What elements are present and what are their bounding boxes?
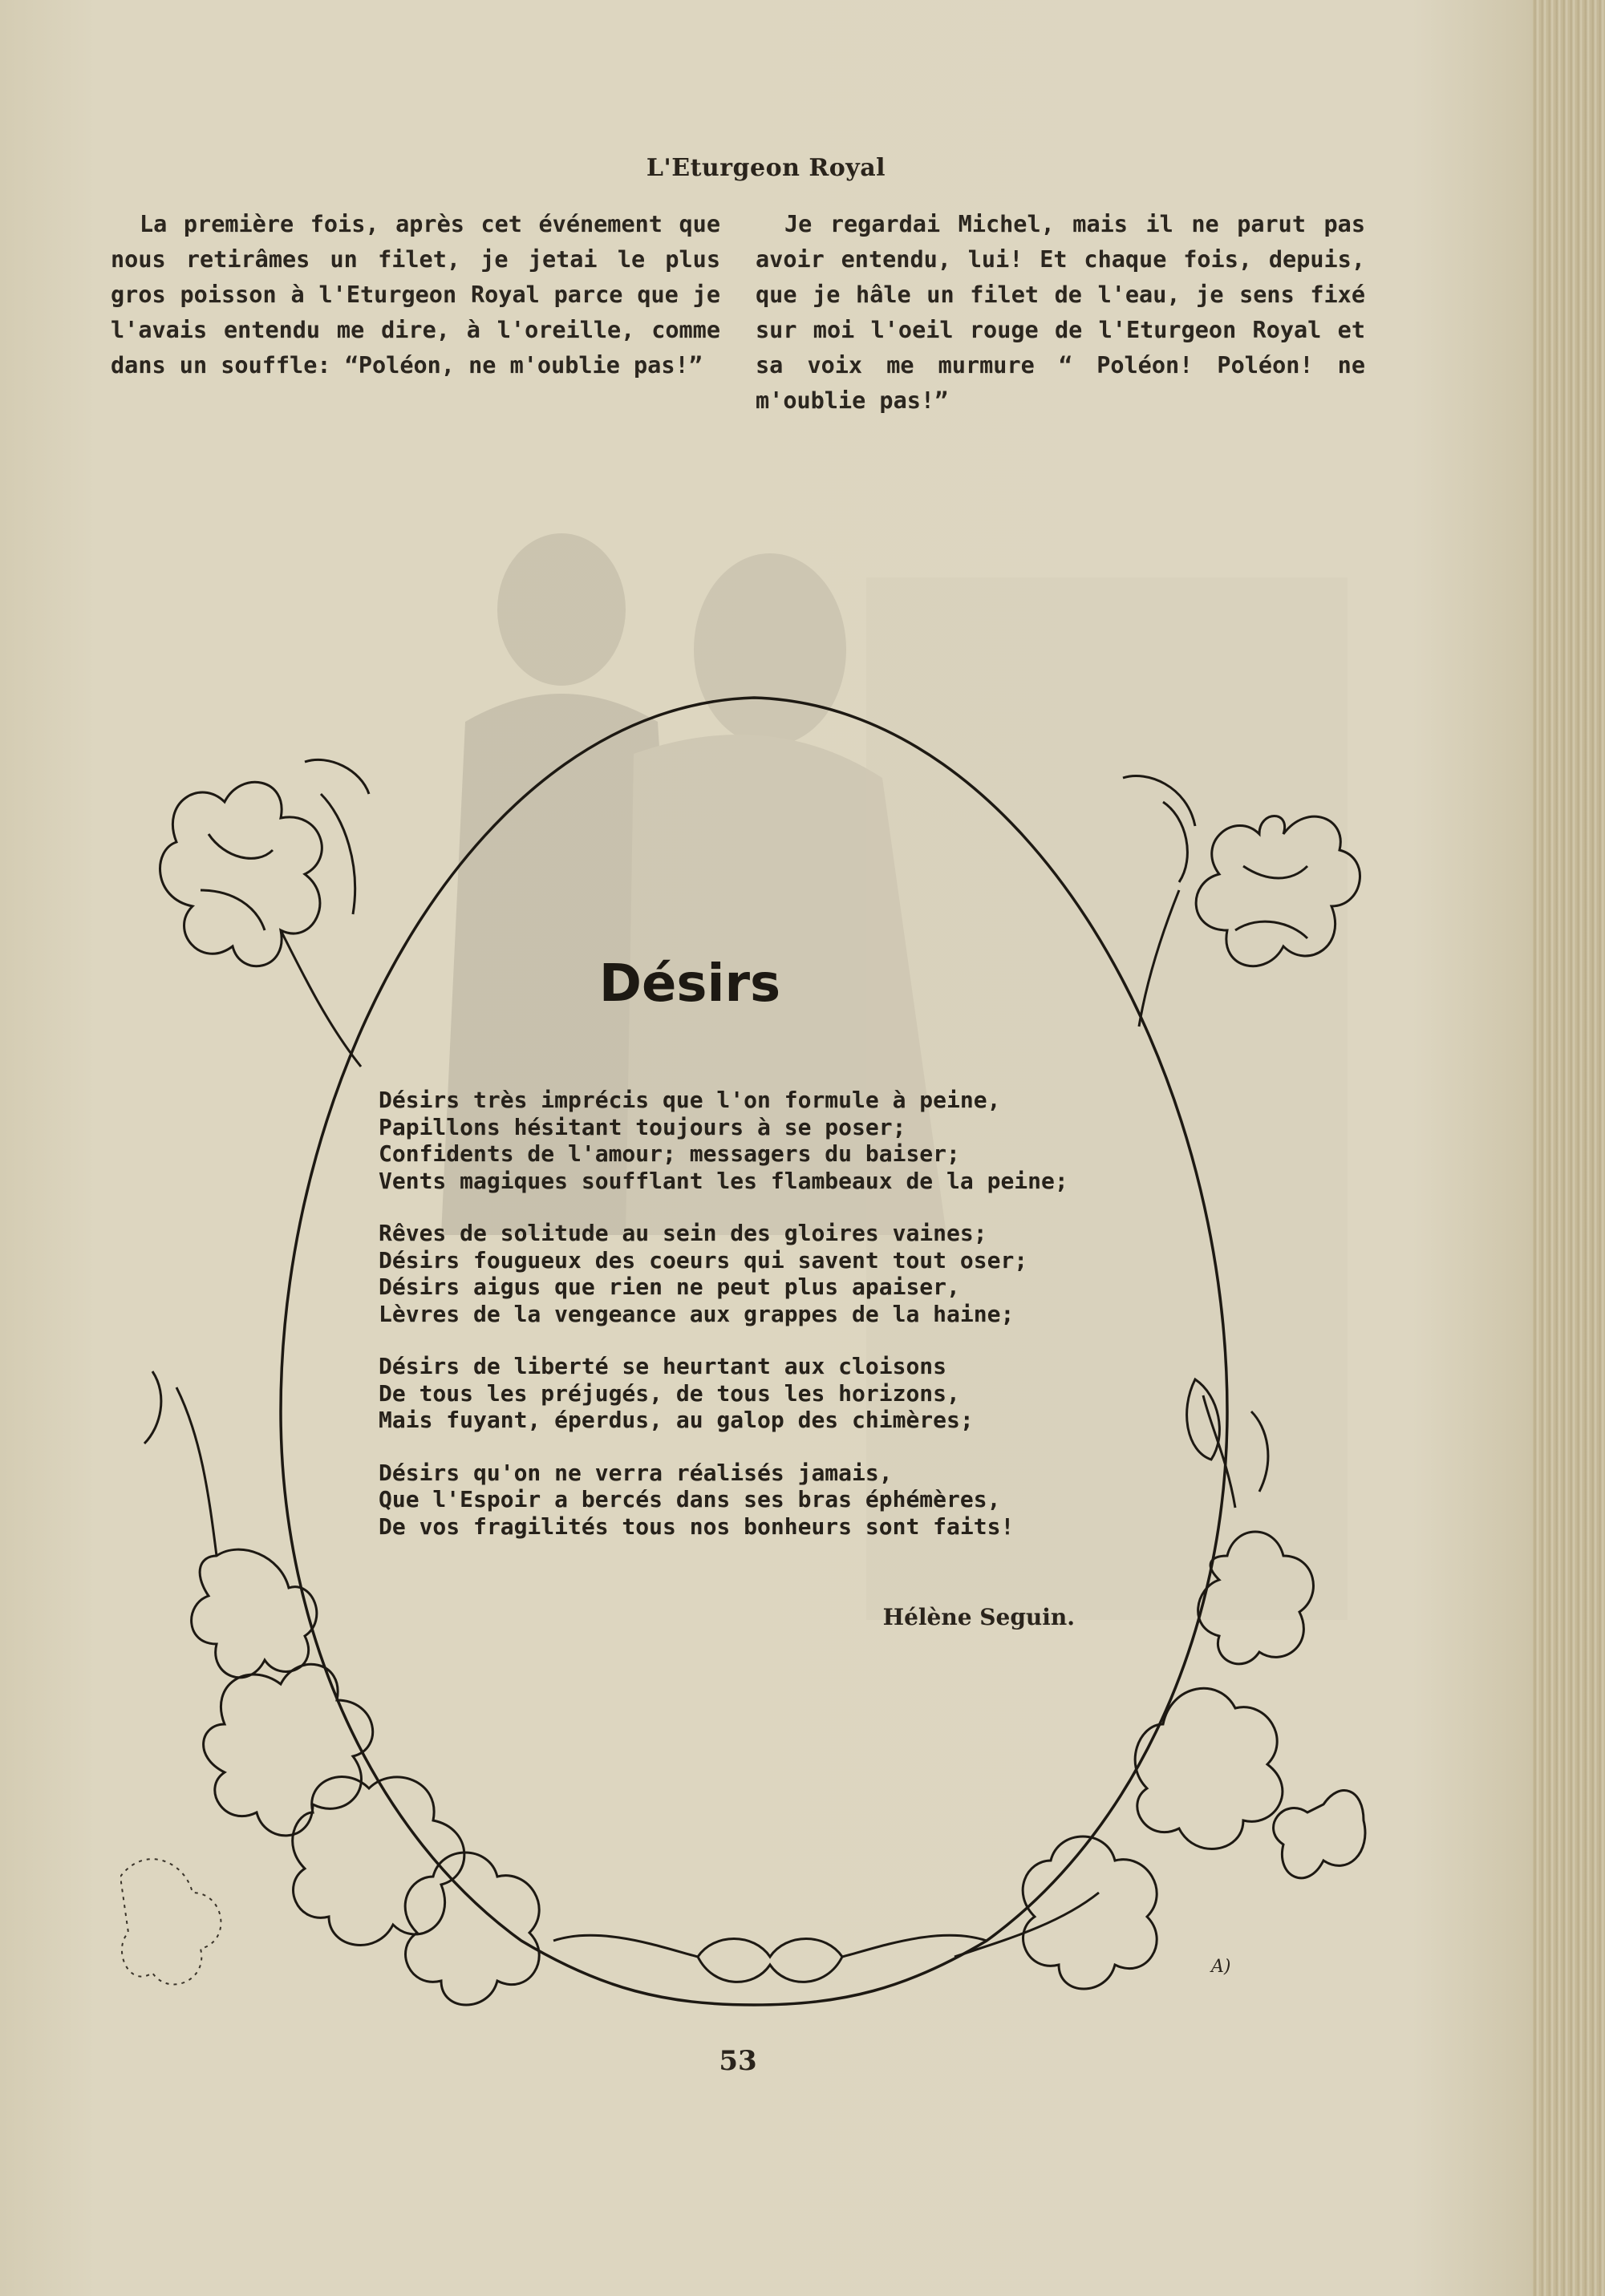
poem-line: Confidents de l'amour; messagers du baiser;: [379, 1140, 960, 1167]
poem-line: Lèvres de la vengeance aux grappes de la haine;: [379, 1300, 1015, 1327]
poem-line: Désirs aigus que rien ne peut plus apaiser,: [379, 1274, 960, 1300]
page-number: 53: [719, 2045, 757, 2077]
poem-line: Désirs fougueux des coeurs qui savent tout oser;: [379, 1246, 1028, 1274]
poem-line: Rêves de solitude au sein des gloires vaines;: [379, 1220, 987, 1246]
poem-line: De vos fragilités tous nos bonheurs sont faits!: [379, 1512, 1015, 1540]
stanza: [379, 1460, 1149, 1541]
poem-title: Désirs: [598, 954, 781, 1014]
stanza: [379, 1087, 1149, 1194]
running-head: L'Eturgeon Royal: [646, 154, 886, 182]
poem-line: Désirs très imprécis que l'on formule à peine,: [379, 1087, 1001, 1113]
poem-line: Désirs de liberté se heurtant aux cloisons: [379, 1353, 947, 1379]
poem-body: [379, 1087, 1149, 1565]
text-column-right: [756, 207, 1365, 419]
text-column-left: [111, 207, 720, 383]
poem-author: Hélène Seguin.: [882, 1604, 1075, 1630]
poem-line: De tous les préjugés, de tous les horizons,: [379, 1379, 960, 1407]
paragraph: Je regardai Michel, mais il ne parut pas avoir entendu, lui! Et chaque fois, depuis, que je hâle un filet de l'eau, je sens fixé sur moi l'oeil rouge de l'Eturgeon Royal et sa voix me murmure “ Poléon! Poléon! ne m'oublie pas!”: [756, 211, 1365, 414]
stanza: [379, 1353, 1149, 1434]
poem-line: Que l'Espoir a bercés dans ses bras éphémères,: [379, 1486, 1001, 1512]
poem-line: Mais fuyant, éperdus, au galop des chimères;: [379, 1407, 974, 1433]
poem-line: Papillons hésitant toujours à se poser;: [379, 1113, 906, 1140]
page-edge: [1533, 0, 1605, 2296]
poem-line: Désirs qu'on ne verra réalisés jamais,: [379, 1459, 893, 1486]
stanza: [379, 1220, 1149, 1327]
illustrator-signature: A): [1211, 1957, 1231, 1977]
paragraph: La première fois, après cet événement que nous retirâmes un filet, je jetai le plus gros poisson à l'Eturgeon Royal parce que je l'avais entendu me dire, à l'oreille, comme dans un souffle: “Poléon, ne m'oublie pas!”: [111, 211, 720, 379]
poem-line: Vents magiques soufflant les flambeaux de la peine;: [379, 1167, 1068, 1194]
